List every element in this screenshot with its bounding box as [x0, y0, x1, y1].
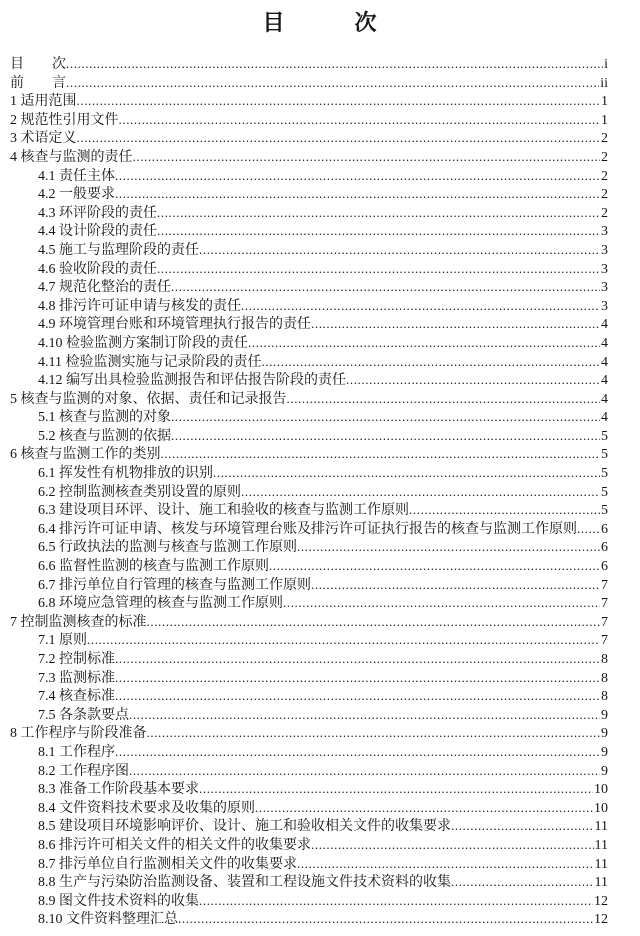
toc-entry-label: 7.3 监测标准: [38, 670, 115, 686]
toc-page-number: 7: [601, 577, 608, 593]
toc-entry: [10, 817, 608, 836]
toc-page-number: 3: [601, 280, 608, 296]
dot-leader: [297, 855, 594, 874]
dot-leader: [199, 241, 600, 260]
toc-page-number: 5: [601, 428, 608, 444]
dot-leader: [269, 557, 600, 576]
toc-page-number: 4: [601, 410, 608, 426]
dot-leader: [87, 631, 600, 650]
toc-entry: [10, 892, 608, 911]
toc-page-number: 7: [601, 633, 608, 649]
toc-entry-label: 7.4 核查标准: [38, 689, 115, 705]
toc-entry-label: 8.3 准备工作阶段基本要求: [38, 782, 199, 798]
dot-leader: [115, 167, 600, 186]
toc-entry: [10, 74, 608, 93]
toc-entry-label: 4.6 验收阶段的责任: [38, 261, 157, 277]
toc-entry-label: 1 适用范围: [10, 94, 77, 110]
toc-page-number: 3: [601, 224, 608, 240]
toc-entry-label: 8.4 文件资料技术要求及收集的原则: [38, 800, 255, 816]
toc-entry: [10, 55, 608, 74]
toc-entry-label: 4.8 排污许可证申请与核发的责任: [38, 298, 241, 314]
toc-entry: [10, 129, 608, 148]
dot-leader: [171, 408, 600, 427]
toc-entry: [10, 185, 608, 204]
dot-leader: [133, 148, 601, 167]
toc-entry: [10, 724, 608, 743]
toc-page-number: 2: [601, 168, 608, 184]
dot-leader: [66, 55, 603, 74]
toc-entry: [10, 427, 608, 446]
toc-entry: [10, 111, 608, 130]
toc-entry: [10, 780, 608, 799]
toc-page-number: 11: [594, 819, 608, 835]
toc-page-number: 3: [601, 261, 608, 277]
toc-entry: [10, 464, 608, 483]
dot-leader: [213, 464, 600, 483]
toc-entry: [10, 315, 608, 334]
dot-leader: [287, 390, 601, 409]
dot-leader: [311, 836, 594, 855]
toc-entry-label: 8.5 建设项目环境影响评价、设计、施工和验收相关文件的收集要求: [38, 819, 451, 835]
toc-entry: [10, 353, 608, 372]
toc-entry-label: 目 次: [10, 57, 66, 72]
dot-leader: [115, 650, 600, 669]
toc-page-number: 12: [594, 912, 608, 928]
toc-entry-label: 8 工作程序与阶段准备: [10, 726, 147, 742]
toc-page-number: 4: [601, 391, 608, 407]
toc-page-number: 4: [601, 317, 608, 333]
toc-entry-label: 6.3 建设项目环评、设计、施工和验收的核查与监测工作原则: [38, 503, 409, 519]
toc-entry: [10, 855, 608, 874]
dot-leader: [171, 278, 600, 297]
dot-leader: [147, 613, 601, 632]
dot-leader: [115, 743, 600, 762]
dot-leader: [77, 129, 601, 148]
toc-entry-label: 6.4 排污许可证申请、核发与环境管理台账及排污许可证执行报告的核查与监测工作原则: [38, 521, 577, 537]
toc-entry: [10, 650, 608, 669]
toc-entry-label: 4.7 规范化整治的责任: [38, 280, 171, 296]
toc-entry-label: 5.2 核查与监测的依据: [38, 428, 171, 444]
dot-leader: [178, 910, 593, 929]
toc-entry-label: 8.6 排污许可相关文件的相关文件的收集要求: [38, 837, 311, 853]
toc-entry: [10, 222, 608, 241]
toc-entry: [10, 576, 608, 595]
toc-page-number: 11: [594, 875, 608, 891]
toc-page-number: 5: [601, 484, 608, 500]
toc-entry: [10, 799, 608, 818]
toc-page-number: 1: [601, 112, 608, 128]
toc-entry: [10, 371, 608, 390]
dot-leader: [77, 92, 601, 111]
dot-leader: [577, 520, 600, 539]
toc-entry-label: 4 核查与监测的责任: [10, 149, 133, 165]
toc-page-number: 4: [601, 335, 608, 351]
toc-page-number: 8: [601, 652, 608, 667]
toc-entry: [10, 873, 608, 892]
toc-page-number: 1: [601, 94, 608, 110]
toc-entry: [10, 334, 608, 353]
toc-list: [0, 55, 640, 929]
toc-entry-label: 8.7 排污单位自行监测相关文件的收集要求: [38, 856, 297, 872]
dot-leader: [409, 501, 600, 520]
dot-leader: [66, 74, 599, 93]
dot-leader: [115, 185, 600, 204]
toc-entry-label: 4.10 检验监测方案制订阶段的责任: [38, 335, 248, 351]
toc-entry: [10, 594, 608, 613]
dot-leader: [346, 371, 600, 390]
toc-page-number: 4: [601, 373, 608, 389]
toc-entry: [10, 743, 608, 762]
toc-entry: [10, 260, 608, 279]
toc-entry-label: 4.1 责任主体: [38, 168, 115, 184]
dot-leader: [241, 297, 600, 316]
toc-entry-label: 前 言: [10, 75, 66, 91]
toc-entry-label: 6.6 监督性监测的核查与监测工作原则: [38, 559, 269, 575]
toc-entry-label: 2 规范性引用文件: [10, 112, 119, 128]
toc-page-number: 2: [601, 187, 608, 203]
toc-entry: [10, 557, 608, 576]
toc-page-number: 11: [594, 837, 608, 853]
toc-entry: [10, 148, 608, 167]
toc-page-number: 2: [601, 149, 608, 165]
dot-leader: [115, 687, 600, 706]
toc-entry-label: 7 控制监测核查的标准: [10, 614, 147, 630]
toc-page-number: 7: [601, 596, 608, 612]
toc-entry: [10, 613, 608, 632]
dot-leader: [147, 724, 601, 743]
dot-leader: [248, 334, 600, 353]
toc-entry-label: 4.11 检验监测实施与记录阶段的责任: [38, 354, 262, 370]
toc-page-number: 5: [601, 447, 608, 463]
toc-entry-label: 7.1 原则: [38, 633, 87, 649]
dot-leader: [129, 762, 600, 781]
toc-page-number: 3: [601, 242, 608, 258]
toc-entry: [10, 408, 608, 427]
toc-entry-label: 8.2 工作程序图: [38, 763, 129, 779]
dot-leader: [199, 892, 593, 911]
dot-leader: [115, 669, 600, 688]
toc-page-number: 11: [594, 856, 608, 872]
toc-entry-label: 4.5 施工与监理阶段的责任: [38, 242, 199, 258]
dot-leader: [199, 780, 593, 799]
toc-page-number: 2: [601, 131, 608, 147]
toc-entry-label: 8.9 图文件技术资料的收集: [38, 893, 199, 909]
toc-entry: [10, 520, 608, 539]
toc-page-number: 6: [601, 540, 608, 556]
toc-entry: [10, 687, 608, 706]
dot-leader: [157, 222, 600, 241]
toc-page-number: 8: [601, 670, 608, 686]
toc-page-number: 9: [601, 707, 608, 723]
toc-page-number: 4: [601, 354, 608, 370]
toc-page-number: 12: [594, 893, 608, 909]
dot-leader: [261, 353, 600, 372]
toc-page-number: 6: [601, 521, 608, 537]
toc-entry-label: 7.2 控制标准: [38, 652, 115, 667]
toc-entry: [10, 92, 608, 111]
toc-page-number: 3: [601, 298, 608, 314]
toc-page-number: 2: [601, 205, 608, 221]
dot-leader: [311, 576, 600, 595]
dot-leader: [157, 260, 600, 279]
toc-entry-label: 4.3 环评阶段的责任: [38, 205, 157, 221]
toc-page-number: 10: [594, 782, 608, 798]
toc-page-number: 5: [601, 466, 608, 482]
toc-entry: [10, 631, 608, 650]
toc-entry: [10, 445, 608, 464]
toc-entry-label: 8.1 工作程序: [38, 744, 115, 760]
toc-page-number: 7: [601, 614, 608, 630]
dot-leader: [119, 111, 601, 130]
toc-page-number: 9: [601, 726, 608, 742]
toc-page-number: 6: [601, 559, 608, 575]
toc-entry: [10, 204, 608, 223]
dot-leader: [297, 538, 600, 557]
dot-leader: [129, 706, 600, 725]
dot-leader: [161, 445, 601, 464]
toc-page-number: 8: [601, 689, 608, 705]
toc-entry-label: 8.10 文件资料整理汇总: [38, 912, 178, 928]
toc-page-number: ii: [600, 75, 608, 91]
toc-entry-label: 7.5 各条款要点: [38, 707, 129, 723]
toc-entry-label: 6.2 控制监测核查类别设置的原则: [38, 484, 241, 500]
dot-leader: [255, 799, 593, 818]
toc-entry-label: 4.12 编写出具检验监测报告和评估报告阶段的责任: [38, 373, 346, 389]
toc-page-number: i: [604, 57, 608, 72]
dot-leader: [311, 315, 600, 334]
toc-entry-label: 4.4 设计阶段的责任: [38, 224, 157, 240]
toc-entry: [10, 910, 608, 929]
toc-entry-label: 8.8 生产与污染防治监测设备、装置和工程设施文件技术资料的收集: [38, 875, 451, 891]
toc-entry: [10, 762, 608, 781]
toc-entry: [10, 390, 608, 409]
toc-page-number: 9: [601, 763, 608, 779]
toc-entry-label: 4.2 一般要求: [38, 187, 115, 203]
toc-entry-label: 5 核查与监测的对象、依据、责任和记录报告: [10, 391, 287, 407]
toc-entry-label: 4.9 环境管理台账和环境管理执行报告的责任: [38, 317, 311, 333]
toc-entry-label: 6.1 挥发性有机物排放的识别: [38, 466, 213, 482]
toc-page-number: 9: [601, 744, 608, 760]
dot-leader: [451, 817, 594, 836]
toc-entry-label: 3 术语定义: [10, 131, 77, 147]
toc-entry-label: 6 核查与监测工作的类别: [10, 447, 161, 463]
dot-leader: [283, 594, 600, 613]
toc-entry-label: 6.5 行政执法的监测与核查与监测工作原则: [38, 540, 297, 556]
toc-entry: [10, 501, 608, 520]
toc-entry: [10, 538, 608, 557]
toc-entry: [10, 241, 608, 260]
toc-entry: [10, 706, 608, 725]
toc-entry-label: 6.7 排污单位自行管理的核查与监测工作原则: [38, 577, 311, 593]
toc-entry: [10, 483, 608, 502]
dot-leader: [157, 204, 600, 223]
toc-entry: [10, 278, 608, 297]
toc-page-number: 5: [601, 503, 608, 519]
toc-entry: [10, 167, 608, 186]
toc-entry-label: 6.8 环境应急管理的核查与监测工作原则: [38, 596, 283, 612]
dot-leader: [171, 427, 600, 446]
toc-page-number: 10: [594, 800, 608, 816]
toc-entry: [10, 297, 608, 316]
dot-leader: [241, 483, 600, 502]
toc-entry: [10, 669, 608, 688]
dot-leader: [451, 873, 594, 892]
toc-entry: [10, 836, 608, 855]
page-title: 目 次: [262, 10, 378, 35]
toc-entry-label: 5.1 核查与监测的对象: [38, 410, 171, 426]
